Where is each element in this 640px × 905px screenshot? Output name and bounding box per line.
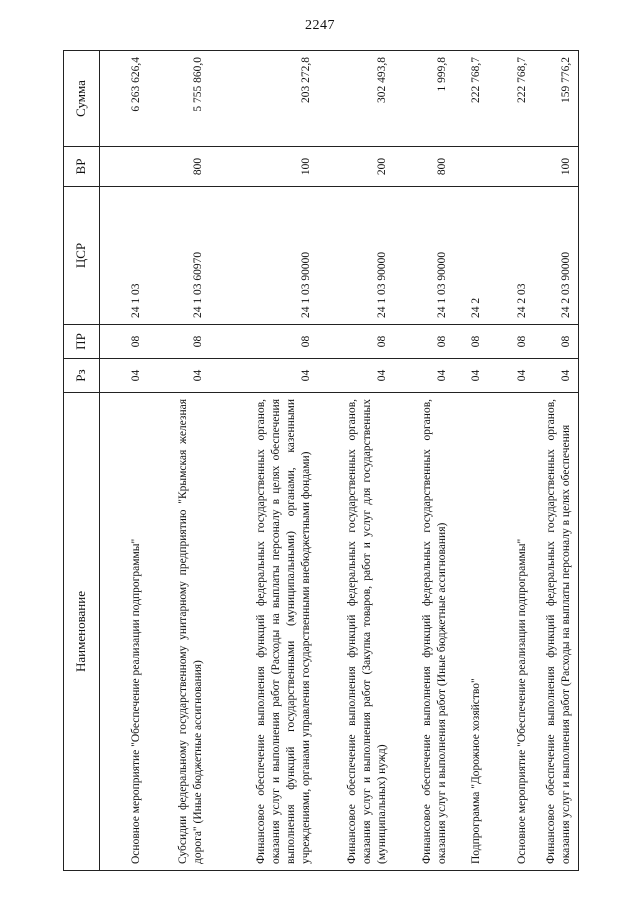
header-sum: Сумма bbox=[64, 51, 100, 147]
row-rz: 04 bbox=[454, 359, 488, 393]
row-csr: 24 1 03 60970 bbox=[148, 187, 210, 325]
row-pr: 08 bbox=[148, 325, 210, 359]
row-name: Подпрограмма "Дорожное хозяйство" bbox=[454, 393, 488, 871]
table-row bbox=[318, 51, 394, 871]
row-vr bbox=[454, 147, 488, 187]
row-vr bbox=[488, 147, 534, 187]
row-csr: 24 2 bbox=[454, 187, 488, 325]
row-name: Финансовое обеспечение выполнения функций федеральных государственных органов, оказания услуг и выполнения работ (Расходы на выплаты персоналу в целях обеспечения bbox=[534, 393, 579, 871]
table-row bbox=[210, 51, 318, 871]
row-name: Основное мероприятие "Обеспечение реализации подпрограммы" bbox=[488, 393, 534, 871]
header-pr: ПР bbox=[64, 325, 100, 359]
header-vr: ВР bbox=[64, 147, 100, 187]
row-pr: 08 bbox=[210, 325, 318, 359]
table-row bbox=[534, 51, 579, 871]
rotated-table-wrapper bbox=[63, 51, 579, 871]
row-pr: 08 bbox=[454, 325, 488, 359]
row-rz: 04 bbox=[210, 359, 318, 393]
row-rz: 04 bbox=[148, 359, 210, 393]
row-csr: 24 1 03 90000 bbox=[210, 187, 318, 325]
header-csr: ЦСР bbox=[64, 187, 100, 325]
row-csr: 24 1 03 90000 bbox=[318, 187, 394, 325]
row-pr: 08 bbox=[534, 325, 579, 359]
row-sum: 6 263 626,4 bbox=[100, 51, 148, 147]
row-csr: 24 1 03 90000 bbox=[394, 187, 454, 325]
row-sum: 222 768,7 bbox=[488, 51, 534, 147]
row-sum: 159 776,2 bbox=[534, 51, 579, 147]
row-sum: 1 999,8 bbox=[394, 51, 454, 147]
table-row bbox=[454, 51, 488, 871]
row-csr: 24 2 03 90000 bbox=[534, 187, 579, 325]
row-rz: 04 bbox=[318, 359, 394, 393]
table-row bbox=[488, 51, 534, 871]
row-name: Финансовое обеспечение выполнения функций федеральных государственных органов, оказания услуг и выполнения работ (Расходы на выплаты персоналу в целях обеспечения выполнения функций государственными (муниципальными) органами, казенными учреждениями, органами управления государственными внебюджетными фондами) bbox=[210, 393, 318, 871]
row-vr: 200 bbox=[318, 147, 394, 187]
table-row bbox=[100, 51, 148, 871]
header-name: Наименование bbox=[64, 393, 100, 871]
header-rz: Рз bbox=[64, 359, 100, 393]
page-number: 2247 bbox=[305, 18, 335, 33]
row-name: Субсидии федеральному государственному унитарному предприятию "Крымская железная дорога" (Иные бюджетные ассигнования) bbox=[148, 393, 210, 871]
row-csr: 24 1 03 bbox=[100, 187, 148, 325]
row-sum: 203 272,8 bbox=[210, 51, 318, 147]
table-header-row bbox=[64, 51, 100, 871]
row-sum: 5 755 860,0 bbox=[148, 51, 210, 147]
budget-table bbox=[63, 50, 579, 871]
table-row bbox=[394, 51, 454, 871]
row-name: Основное мероприятие "Обеспечение реализации подпрограммы" bbox=[100, 393, 148, 871]
row-vr bbox=[100, 147, 148, 187]
row-vr: 800 bbox=[394, 147, 454, 187]
row-vr: 800 bbox=[148, 147, 210, 187]
row-name: Финансовое обеспечение выполнения функций федеральных государственных органов, оказания услуг и выполнения работ (Закупка товаров, работ и услуг для государственных (муниципальных) нужд) bbox=[318, 393, 394, 871]
row-pr: 08 bbox=[318, 325, 394, 359]
row-rz: 04 bbox=[394, 359, 454, 393]
row-vr: 100 bbox=[534, 147, 579, 187]
row-rz: 04 bbox=[534, 359, 579, 393]
row-name: Финансовое обеспечение выполнения функций федеральных государственных органов, оказания услуг и выполнения работ (Иные бюджетные ассигнования) bbox=[394, 393, 454, 871]
row-pr: 08 bbox=[488, 325, 534, 359]
row-rz: 04 bbox=[488, 359, 534, 393]
row-sum: 302 493,8 bbox=[318, 51, 394, 147]
row-rz: 04 bbox=[100, 359, 148, 393]
row-vr: 100 bbox=[210, 147, 318, 187]
table-row bbox=[148, 51, 210, 871]
row-sum: 222 768,7 bbox=[454, 51, 488, 147]
row-pr: 08 bbox=[394, 325, 454, 359]
row-pr: 08 bbox=[100, 325, 148, 359]
row-csr: 24 2 03 bbox=[488, 187, 534, 325]
